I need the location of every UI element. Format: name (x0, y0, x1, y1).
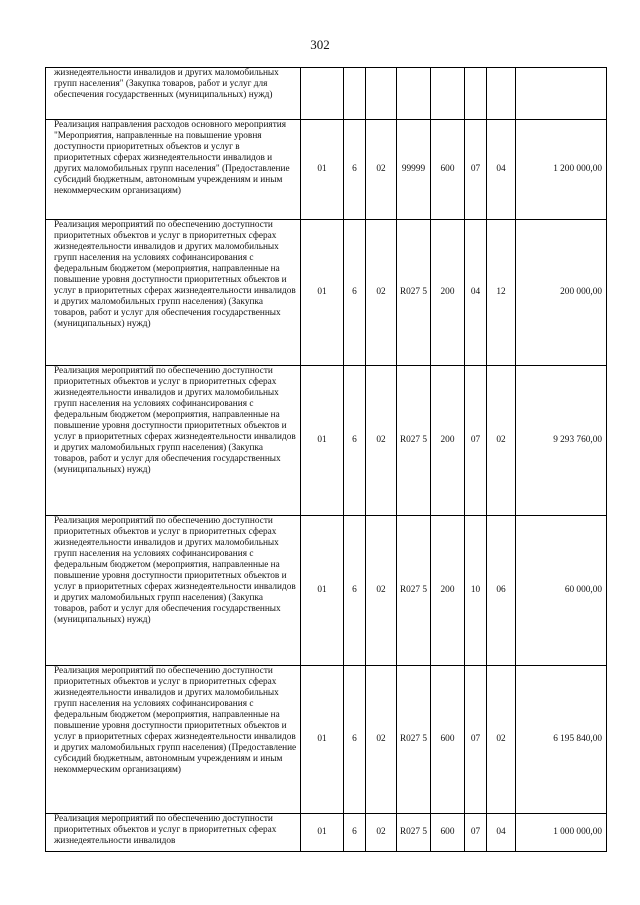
table-row (46, 220, 607, 366)
cell-subsection: 02 (487, 366, 516, 516)
cell-amount: 1 200 000,00 (516, 120, 607, 220)
cell-amount: 60 000,00 (516, 516, 607, 666)
cell-subsection (487, 68, 516, 120)
cell-direction: R027 5 (397, 516, 431, 666)
cell-program: 01 (301, 220, 344, 366)
cell-program (301, 68, 344, 120)
cell-expense-type: 600 (431, 666, 465, 814)
cell-program: 01 (301, 120, 344, 220)
row-description: Реализация направления расходов основного мероприятия "Мероприятия, направленные на повышение уровня доступности приоритетных объектов и услуг в приоритетных сферах жизнедеятельности инвалидов и других маломобильных групп населения" (Предоставление субсидий бюджетным, автономным учреждениям и иным некоммерческим организациям) (46, 120, 301, 220)
cell-subprogram: 6 (344, 814, 366, 852)
cell-subprogram: 6 (344, 366, 366, 516)
cell-subsection: 02 (487, 666, 516, 814)
cell-subprogram: 6 (344, 666, 366, 814)
cell-event (366, 68, 397, 120)
table-row (46, 516, 607, 666)
cell-event: 02 (366, 666, 397, 814)
cell-expense-type: 200 (431, 366, 465, 516)
cell-section: 07 (465, 120, 487, 220)
cell-subprogram: 6 (344, 120, 366, 220)
cell-expense-type: 600 (431, 814, 465, 852)
cell-direction: 99999 (397, 120, 431, 220)
cell-amount: 200 000,00 (516, 220, 607, 366)
cell-direction (397, 68, 431, 120)
cell-amount: 1 000 000,00 (516, 814, 607, 852)
cell-subprogram: 6 (344, 220, 366, 366)
cell-expense-type (431, 68, 465, 120)
cell-event: 02 (366, 366, 397, 516)
cell-expense-type: 200 (431, 220, 465, 366)
cell-subprogram (344, 68, 366, 120)
row-description: Реализация мероприятий по обеспечению доступности приоритетных объектов и услуг в приоритетных сферах жизнедеятельности инвалидов и других маломобильных групп населения на условиях софинансирования с федеральным бюджетом (мероприятия, направленные на повышение уровня доступности приоритетных объектов и услуг в приоритетных сферах жизнедеятельности инвалидов и других маломобильных групп населения) (Закупка товаров, работ и услуг для обеспечения государственных (муниципальных) нужд) (46, 220, 301, 366)
cell-subsection: 12 (487, 220, 516, 366)
cell-subsection: 06 (487, 516, 516, 666)
page-number: 302 (310, 37, 330, 52)
cell-subprogram: 6 (344, 516, 366, 666)
cell-section (465, 68, 487, 120)
row-description: Реализация мероприятий по обеспечению доступности приоритетных объектов и услуг в приоритетных сферах жизнедеятельности инвалидов и других маломобильных групп населения на условиях софинансирования с федеральным бюджетом (мероприятия, направленные на повышение уровня доступности приоритетных объектов и услуг в приоритетных сферах жизнедеятельности инвалидов и других маломобильных групп населения) (Закупка товаров, работ и услуг для обеспечения государственных (муниципальных) нужд) (46, 366, 301, 516)
cell-section: 07 (465, 814, 487, 852)
cell-program: 01 (301, 666, 344, 814)
cell-program: 01 (301, 814, 344, 852)
cell-section: 04 (465, 220, 487, 366)
budget-table (45, 67, 607, 852)
cell-expense-type: 600 (431, 120, 465, 220)
cell-subsection: 04 (487, 814, 516, 852)
cell-direction: R027 5 (397, 666, 431, 814)
cell-amount: 9 293 760,00 (516, 366, 607, 516)
row-description: жизнедеятельности инвалидов и других маломобильных групп населения" (Закупка товаров, работ и услуг для обеспечения государственных (муниципальных) нужд) (46, 68, 301, 120)
cell-amount (516, 68, 607, 120)
row-description: Реализация мероприятий по обеспечению доступности приоритетных объектов и услуг в приоритетных сферах жизнедеятельности инвалидов (46, 814, 301, 852)
cell-section: 07 (465, 366, 487, 516)
cell-event: 02 (366, 814, 397, 852)
cell-section: 10 (465, 516, 487, 666)
table-row (46, 814, 607, 852)
cell-subsection: 04 (487, 120, 516, 220)
row-description: Реализация мероприятий по обеспечению доступности приоритетных объектов и услуг в приоритетных сферах жизнедеятельности инвалидов и других маломобильных групп населения на условиях софинансирования с федеральным бюджетом (мероприятия, направленные на повышение уровня доступности приоритетных объектов и услуг в приоритетных сферах жизнедеятельности инвалидов и других маломобильных групп населения) (Закупка товаров, работ и услуг для обеспечения государственных (муниципальных) нужд) (46, 516, 301, 666)
cell-expense-type: 200 (431, 516, 465, 666)
cell-event: 02 (366, 516, 397, 666)
cell-direction: R027 5 (397, 366, 431, 516)
cell-program: 01 (301, 516, 344, 666)
table-row (46, 68, 607, 120)
table-row (46, 120, 607, 220)
table-row (46, 366, 607, 516)
cell-direction: R027 5 (397, 814, 431, 852)
table-row (46, 666, 607, 814)
cell-direction: R027 5 (397, 220, 431, 366)
cell-amount: 6 195 840,00 (516, 666, 607, 814)
cell-event: 02 (366, 120, 397, 220)
cell-section: 07 (465, 666, 487, 814)
row-description: Реализация мероприятий по обеспечению доступности приоритетных объектов и услуг в приоритетных сферах жизнедеятельности инвалидов и других маломобильных групп населения на условиях софинансирования с федеральным бюджетом (мероприятия, направленные на повышение уровня доступности приоритетных объектов и услуг в приоритетных сферах жизнедеятельности инвалидов и других маломобильных групп населения) (Предоставление субсидий бюджетным, автономным учреждениям и иным некоммерческим организациям) (46, 666, 301, 814)
cell-event: 02 (366, 220, 397, 366)
cell-program: 01 (301, 366, 344, 516)
